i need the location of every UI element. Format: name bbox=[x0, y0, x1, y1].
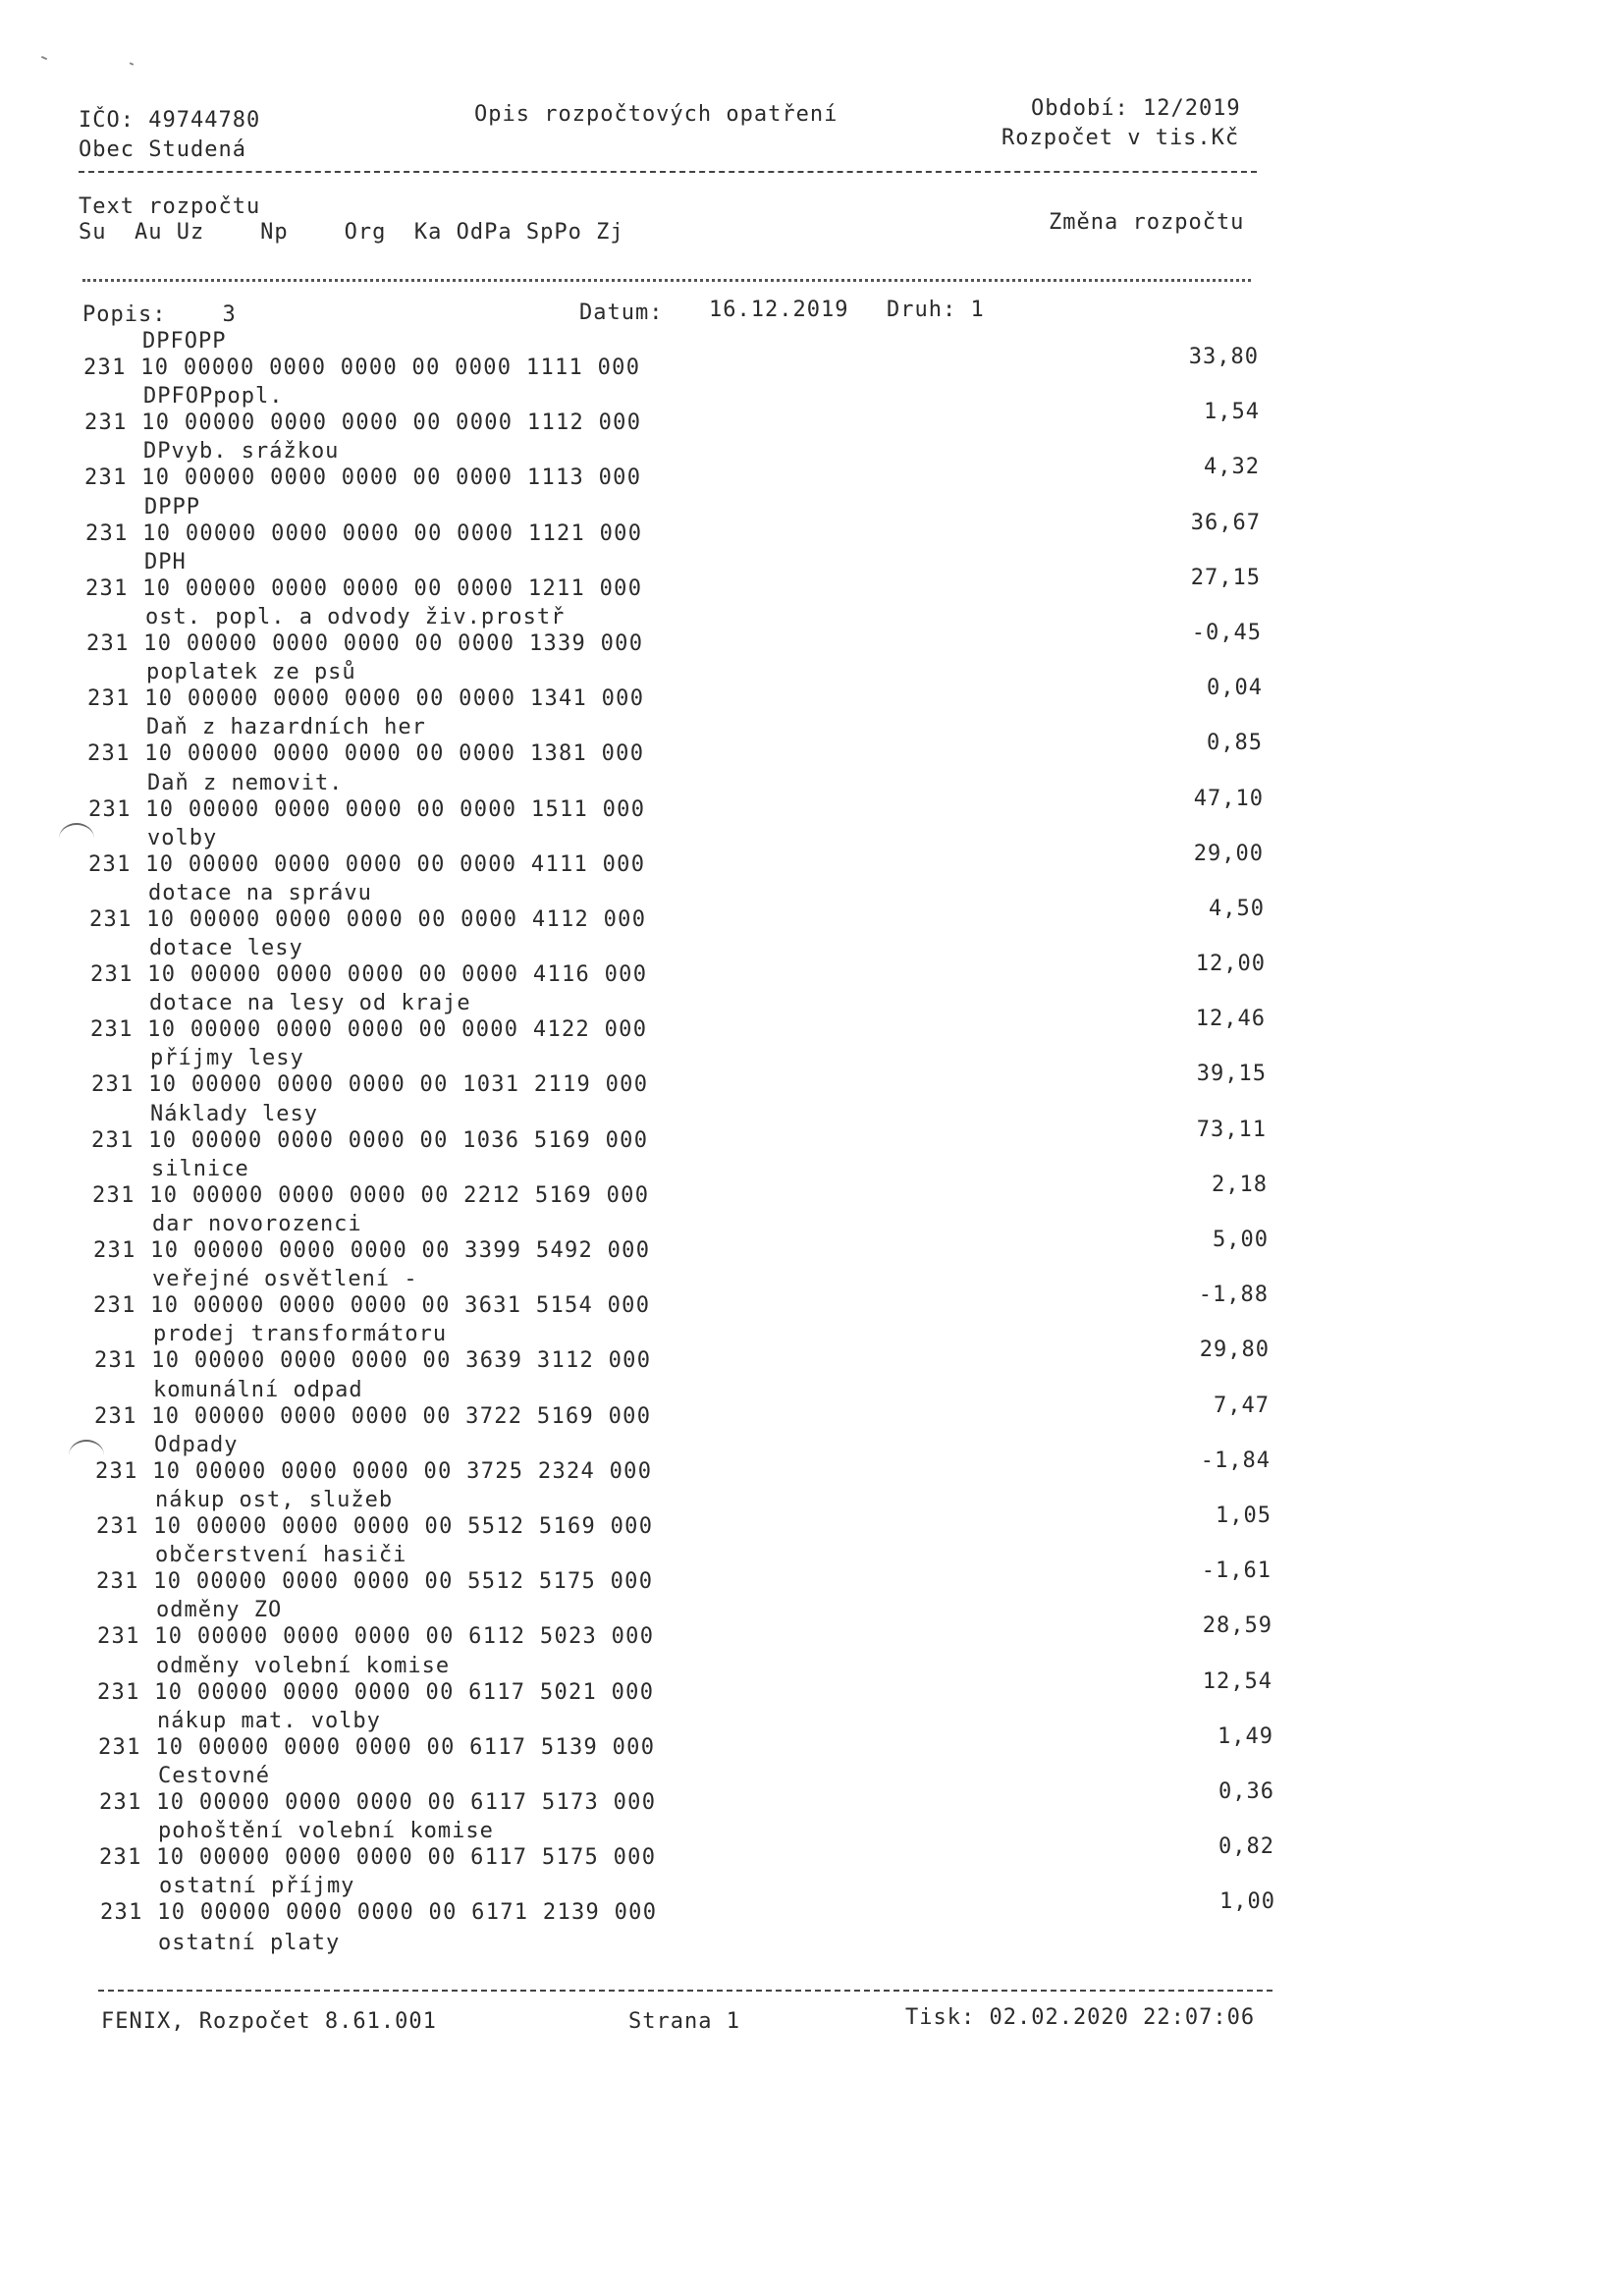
entry-amount-change: 0,85 bbox=[1207, 731, 1263, 756]
entry-budget-code: 231 10 00000 0000 0000 00 0000 1211 000 bbox=[85, 575, 643, 601]
entry-budget-code: 231 10 00000 0000 0000 00 0000 4111 000 bbox=[88, 851, 646, 877]
text-column-heading: Text rozpočtu bbox=[79, 194, 261, 219]
period-label: Období: 12/2019 bbox=[1031, 96, 1241, 121]
entry-budget-code: 231 10 00000 0000 0000 00 0000 1111 000 bbox=[83, 355, 641, 380]
budget-entry-row bbox=[8, 1046, 1624, 1101]
entry-budget-code: 231 10 00000 0000 0000 00 0000 4116 000 bbox=[90, 962, 648, 988]
entry-description: ost. popl. a odvody živ.prostř bbox=[145, 604, 566, 629]
entry-budget-code: 231 10 00000 0000 0000 00 0000 4112 000 bbox=[89, 906, 647, 932]
entry-amount-change: 7,47 bbox=[1214, 1393, 1270, 1418]
entry-budget-code: 231 10 00000 0000 0000 00 1036 5169 000 bbox=[91, 1127, 649, 1153]
entry-description: DPPP bbox=[144, 494, 200, 519]
municipality-name: Obec Studená bbox=[79, 137, 246, 162]
entry-budget-code: 231 10 00000 0000 0000 00 6171 2139 000 bbox=[100, 1900, 658, 1926]
budget-entry-row bbox=[11, 1378, 1624, 1433]
entry-description: Daň z hazardních her bbox=[146, 715, 426, 740]
entry-budget-code: 231 10 00000 0000 0000 00 0000 1113 000 bbox=[84, 465, 642, 491]
last-entry-text: ostatní platy bbox=[158, 1931, 341, 1955]
budget-entry-row bbox=[16, 1764, 1624, 1819]
budget-entry-row bbox=[10, 1212, 1624, 1267]
entry-description: Odpady bbox=[154, 1432, 239, 1457]
entry-description: dar novorozenci bbox=[152, 1212, 362, 1236]
entry-description: veřejné osvětlení - bbox=[152, 1267, 418, 1292]
datum-label: Datum: bbox=[579, 301, 664, 325]
budget-entry-row bbox=[1, 439, 1624, 494]
entry-budget-code: 231 10 00000 0000 0000 00 6112 5023 000 bbox=[97, 1624, 655, 1650]
entry-amount-change: 47,10 bbox=[1193, 786, 1264, 811]
entry-amount-change: 0,04 bbox=[1207, 676, 1263, 701]
entry-amount-change: 28,59 bbox=[1202, 1613, 1272, 1639]
entry-budget-code: 231 10 00000 0000 0000 00 1031 2119 000 bbox=[91, 1072, 649, 1098]
entry-budget-code: 231 10 00000 0000 0000 00 0000 4122 000 bbox=[90, 1017, 648, 1043]
entry-amount-change: -1,84 bbox=[1200, 1448, 1271, 1473]
punch-hole-mark bbox=[59, 823, 94, 854]
budget-entries-list bbox=[0, 329, 1624, 1929]
entry-budget-code: 231 10 00000 0000 0000 00 6117 5173 000 bbox=[99, 1789, 657, 1815]
change-column-heading: Změna rozpočtu bbox=[1049, 210, 1245, 235]
entry-amount-change: 5,00 bbox=[1213, 1228, 1269, 1252]
code-columns-heading: Su Au Uz Np Org Ka OdPa SpPo Zj bbox=[79, 220, 624, 245]
entry-amount-change: 4,32 bbox=[1204, 455, 1260, 480]
budget-entry-row bbox=[4, 715, 1624, 770]
budget-entry-row bbox=[15, 1709, 1624, 1764]
entry-description: Náklady lesy bbox=[150, 1101, 318, 1126]
header-divider bbox=[79, 171, 1257, 173]
entry-description: prodej transformátoru bbox=[153, 1322, 448, 1347]
entry-description: DPH bbox=[144, 549, 187, 574]
software-version: FENIX, Rozpočet 8.61.001 bbox=[101, 2009, 437, 2034]
entry-budget-code: 231 10 00000 0000 0000 00 0000 1121 000 bbox=[85, 520, 643, 546]
print-timestamp: Tisk: 02.02.2020 22:07:06 bbox=[905, 2005, 1256, 2030]
entry-amount-change: 12,00 bbox=[1195, 952, 1266, 977]
budget-entry-row bbox=[7, 936, 1624, 991]
entry-amount-change: 12,54 bbox=[1202, 1668, 1272, 1694]
entry-amount-change: 27,15 bbox=[1190, 565, 1261, 590]
budget-unit-label: Rozpočet v tis.Kč bbox=[1001, 126, 1240, 150]
entry-amount-change: 1,05 bbox=[1216, 1503, 1272, 1528]
entry-description: volby bbox=[147, 825, 218, 850]
entry-amount-change: 0,82 bbox=[1218, 1834, 1274, 1860]
entry-amount-change: 29,00 bbox=[1193, 841, 1264, 866]
entry-amount-change: 29,80 bbox=[1199, 1338, 1270, 1363]
druh-label: Druh: 1 bbox=[887, 298, 985, 322]
entry-budget-code: 231 10 00000 0000 0000 00 6117 5021 000 bbox=[97, 1679, 655, 1705]
popis-label: Popis: 3 bbox=[82, 302, 237, 327]
budget-entry-row bbox=[13, 1488, 1624, 1543]
entry-description: občerstvení hasiči bbox=[155, 1543, 407, 1568]
entry-budget-code: 231 10 00000 0000 0000 00 0000 1112 000 bbox=[84, 410, 642, 436]
budget-entry-row bbox=[16, 1819, 1624, 1874]
entry-budget-code: 231 10 00000 0000 0000 00 6117 5175 000 bbox=[99, 1845, 657, 1871]
entry-description: poplatek ze psů bbox=[146, 660, 356, 685]
budget-entry-row bbox=[7, 991, 1624, 1046]
entry-description: ostatní příjmy bbox=[159, 1874, 355, 1899]
budget-entry-row bbox=[0, 329, 1624, 384]
entry-description: nákup mat. volby bbox=[157, 1708, 381, 1733]
budget-entry-row bbox=[3, 605, 1624, 660]
budget-entry-row bbox=[9, 1157, 1624, 1212]
entry-amount-change: 1,00 bbox=[1219, 1889, 1275, 1915]
budget-entry-row bbox=[6, 881, 1624, 936]
entry-budget-code: 231 10 00000 0000 0000 00 3725 2324 000 bbox=[95, 1458, 653, 1484]
entry-description: dotace na správu bbox=[148, 880, 372, 905]
punch-hole-mark bbox=[69, 1440, 104, 1471]
budget-entry-row bbox=[5, 826, 1624, 881]
entry-description: DPFOPP bbox=[142, 329, 227, 354]
entry-description: silnice bbox=[151, 1156, 249, 1181]
entry-amount-change: 39,15 bbox=[1196, 1062, 1267, 1087]
entry-description: pohoštění volební komise bbox=[158, 1819, 494, 1844]
budget-entry-row bbox=[14, 1598, 1624, 1653]
datum-value: 16.12.2019 bbox=[709, 298, 849, 322]
entry-description: nákup ost, služeb bbox=[155, 1487, 394, 1512]
entry-description: DPFOPpopl. bbox=[143, 384, 284, 410]
entry-amount-change: 12,46 bbox=[1195, 1007, 1266, 1032]
entry-amount-change: 73,11 bbox=[1196, 1117, 1267, 1142]
entry-budget-code: 231 10 00000 0000 0000 00 0000 1341 000 bbox=[87, 686, 645, 712]
entry-budget-code: 231 10 00000 0000 0000 00 0000 1381 000 bbox=[87, 741, 645, 767]
budget-entry-row bbox=[2, 495, 1624, 550]
budget-entry-row bbox=[2, 550, 1624, 605]
entry-budget-code: 231 10 00000 0000 0000 00 3722 5169 000 bbox=[94, 1403, 652, 1429]
budget-entry-row bbox=[10, 1267, 1624, 1322]
entry-budget-code: 231 10 00000 0000 0000 00 0000 1339 000 bbox=[86, 630, 644, 656]
entry-amount-change: 4,50 bbox=[1209, 896, 1265, 921]
entry-description: DPvyb. srážkou bbox=[143, 439, 340, 465]
entry-description: odměny volební komise bbox=[156, 1653, 451, 1678]
entry-description: Cestovné bbox=[158, 1763, 270, 1788]
budget-entry-row bbox=[17, 1874, 1624, 1929]
entry-amount-change: 1,54 bbox=[1204, 400, 1260, 425]
ico-label: IČO: 49744780 bbox=[79, 108, 261, 133]
budget-entry-row bbox=[4, 660, 1624, 715]
entry-amount-change: -0,45 bbox=[1191, 620, 1262, 645]
entry-amount-change: 1,49 bbox=[1218, 1723, 1273, 1749]
entry-budget-code: 231 10 00000 0000 0000 00 3639 3112 000 bbox=[94, 1348, 652, 1374]
entry-description: Daň z nemovit. bbox=[147, 770, 344, 795]
entry-budget-code: 231 10 00000 0000 0000 00 5512 5169 000 bbox=[96, 1513, 654, 1539]
budget-entry-row bbox=[12, 1433, 1624, 1488]
entry-description: dotace lesy bbox=[149, 936, 303, 961]
scan-speck bbox=[130, 62, 134, 66]
entry-amount-change: -1,88 bbox=[1198, 1283, 1269, 1308]
entry-budget-code: 231 10 00000 0000 0000 00 3399 5492 000 bbox=[93, 1238, 651, 1263]
entry-description: odměny ZO bbox=[156, 1598, 283, 1623]
budget-entry-row bbox=[14, 1654, 1624, 1709]
budget-entry-row bbox=[13, 1543, 1624, 1598]
entry-budget-code: 231 10 00000 0000 0000 00 6117 5139 000 bbox=[98, 1734, 656, 1760]
budget-entry-row bbox=[5, 771, 1624, 826]
entry-budget-code: 231 10 00000 0000 0000 00 5512 5175 000 bbox=[96, 1569, 654, 1595]
budget-entry-row bbox=[8, 1102, 1624, 1157]
scan-speck bbox=[41, 56, 47, 60]
entry-amount-change: 36,67 bbox=[1190, 510, 1261, 535]
dotted-divider bbox=[82, 279, 1251, 282]
footer-divider bbox=[98, 1990, 1272, 1992]
document-title: Opis rozpočtových opatření bbox=[474, 102, 839, 127]
budget-entry-row bbox=[1, 384, 1624, 439]
entry-budget-code: 231 10 00000 0000 0000 00 3631 5154 000 bbox=[93, 1293, 651, 1319]
entry-amount-change: 2,18 bbox=[1212, 1172, 1268, 1197]
page-number: Strana 1 bbox=[628, 2009, 740, 2034]
entry-description: komunální odpad bbox=[153, 1377, 363, 1402]
budget-entry-row bbox=[11, 1322, 1624, 1377]
entry-description: příjmy lesy bbox=[150, 1046, 304, 1071]
entry-budget-code: 231 10 00000 0000 0000 00 2212 5169 000 bbox=[92, 1182, 650, 1208]
entry-budget-code: 231 10 00000 0000 0000 00 0000 1511 000 bbox=[88, 796, 646, 822]
entry-description: dotace na lesy od kraje bbox=[149, 991, 471, 1016]
entry-amount-change: -1,61 bbox=[1201, 1558, 1272, 1584]
entry-amount-change: 33,80 bbox=[1188, 345, 1259, 369]
entry-amount-change: 0,36 bbox=[1218, 1778, 1274, 1804]
